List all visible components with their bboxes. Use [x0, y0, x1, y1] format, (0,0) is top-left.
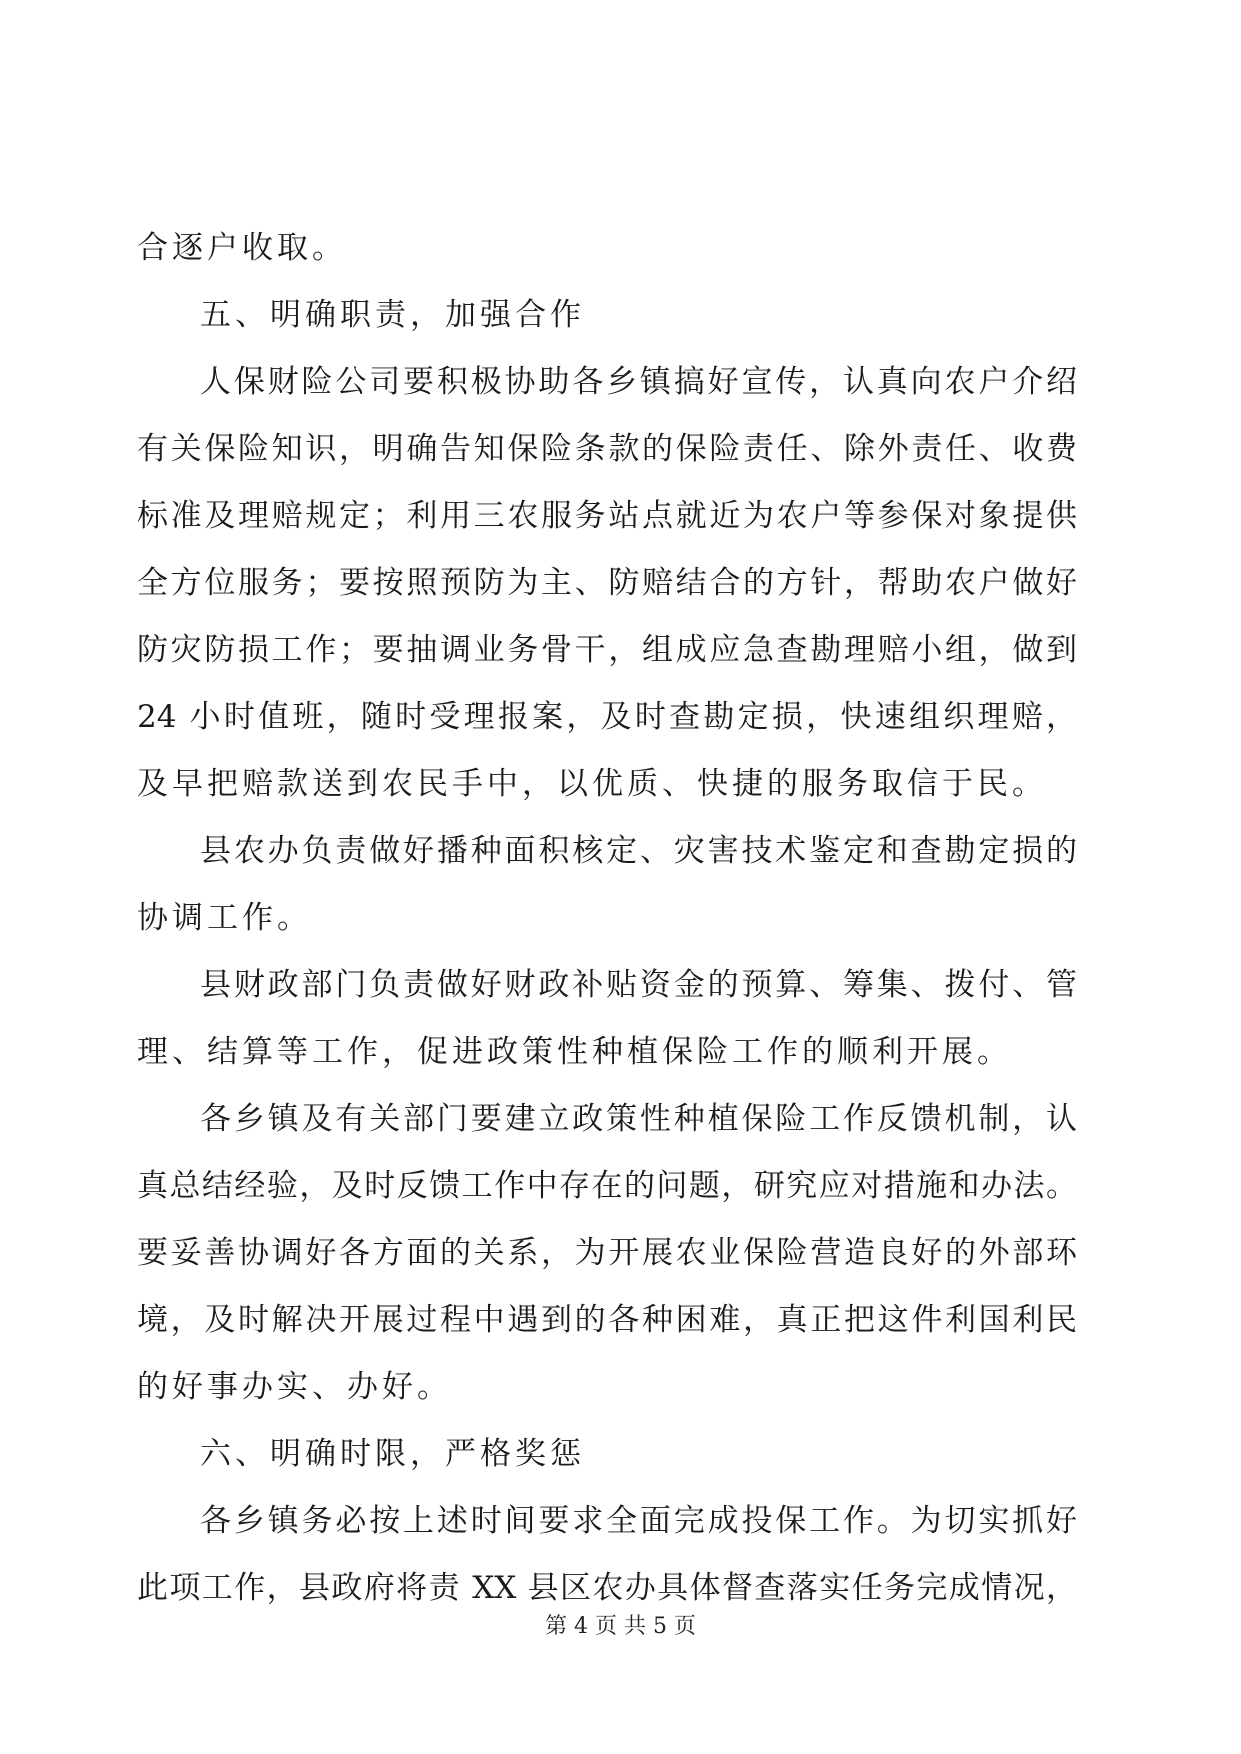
text-line-20: 各乡镇务必按上述时间要求全面完成投保工作。为切实抓好 — [200, 1503, 1077, 1539]
text-line-11: 协调工作。 — [137, 900, 312, 936]
text-line-6: 全方位服务；要按照预防为主、防赔结合的方针，帮助农户做好 — [137, 565, 1077, 601]
text-line-3: 人保财险公司要积极协助各乡镇搞好宣传，认真向农户介绍 — [200, 364, 1077, 400]
text-line-16: 要妥善协调好各方面的关系，为开展农业保险营造良好的外部环 — [137, 1235, 1077, 1271]
text-line-18: 的好事办实、办好。 — [137, 1369, 452, 1405]
text-line-12: 县财政部门负责做好财政补贴资金的预算、筹集、拨付、管 — [200, 967, 1077, 1003]
section-heading-5: 五、明确职责，加强合作 — [200, 297, 585, 333]
text-line-5: 标准及理赔规定；利用三农服务站点就近为农户等参保对象提供 — [137, 498, 1077, 534]
text-line-15: 真总结经验，及时反馈工作中存在的问题，研究应对措施和办法。 — [137, 1168, 1077, 1204]
text-line-13: 理、结算等工作，促进政策性种植保险工作的顺利开展。 — [137, 1034, 1012, 1070]
text-line-8: 24 小时值班，随时受理报案，及时查勘定损，快速组织理赔， — [137, 699, 1077, 735]
text-line-7: 防灾防损工作；要抽调业务骨干，组成应急查勘理赔小组，做到 — [137, 632, 1077, 668]
text-line-10: 县农办负责做好播种面积核定、灾害技术鉴定和查勘定损的 — [200, 833, 1077, 869]
text-line-14: 各乡镇及有关部门要建立政策性种植保险工作反馈机制，认 — [200, 1101, 1077, 1137]
text-line-21: 此项工作，县政府将责 XX 县区农办具体督查落实任务完成情况， — [137, 1570, 1077, 1606]
text-line-9: 及早把赔款送到农民手中，以优质、快捷的服务取信于民。 — [137, 766, 1047, 802]
text-line-17: 境，及时解决开展过程中遇到的各种困难，真正把这件利国利民 — [137, 1302, 1077, 1338]
page-number-footer: 第 4 页 共 5 页 — [545, 1614, 696, 1639]
text-line-1: 合逐户收取。 — [137, 230, 347, 266]
section-heading-6: 六、明确时限，严格奖惩 — [200, 1436, 585, 1472]
text-line-4: 有关保险知识，明确告知保险条款的保险责任、除外责任、收费 — [137, 431, 1077, 467]
